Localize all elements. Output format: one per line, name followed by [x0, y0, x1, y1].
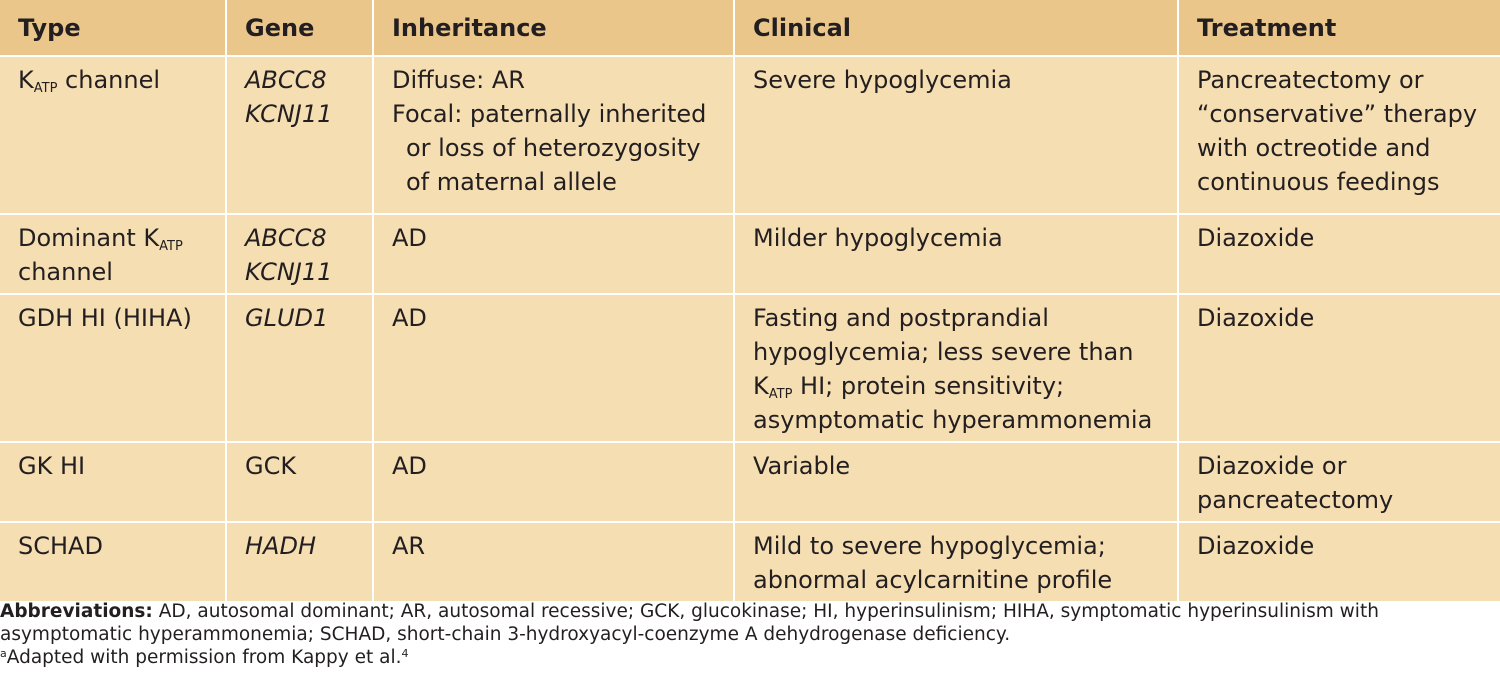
cell-inheritance: AR [373, 522, 734, 602]
cell-clinical: Mild to severe hypoglycemia; abnormal acylcarnitine profile [734, 522, 1178, 602]
cell-type: SCHAD [0, 522, 226, 602]
header-type: Type [0, 0, 226, 56]
cell-gene: ABCC8 KCNJ11 [226, 56, 373, 214]
table-row [0, 214, 1500, 294]
cell-clinical: Severe hypoglycemia [734, 56, 1178, 214]
cell-gene: HADH [226, 522, 373, 602]
header-treatment: Treatment [1178, 0, 1500, 56]
cell-type: $K_{ATP}$ channel [0, 56, 226, 214]
cell-inheritance: AD [373, 294, 734, 442]
cell-treatment: Diazoxide or pancreatectomy [1178, 442, 1500, 522]
source-note: $^a$Adapted with permission from Kappy et al.$^4$ [0, 647, 409, 668]
cell-treatment: Pancreatectomy or “conservative” therapy with octreotide and continuous feedings [1178, 56, 1500, 214]
cell-inheritance: Diffuse: AR Focal: paternally inherited or loss of heterozygosity of maternal allele [373, 56, 734, 214]
cell-gene: ABCC8 KCNJ11 [226, 214, 373, 294]
cell-treatment: Diazoxide [1178, 522, 1500, 602]
header-clinical: Clinical [734, 0, 1178, 56]
header-row [0, 0, 1500, 56]
cell-treatment: Diazoxide [1178, 214, 1500, 294]
cell-type: Dominant $K_{ATP}$ channel [0, 214, 226, 294]
cell-clinical: Fasting and postprandial hypoglycemia; less severe than $K_{ATP}$ HI; protein sensitivity; asymptomatic hyperammonemia [734, 294, 1178, 442]
cell-gene: GLUD1 [226, 294, 373, 442]
cell-inheritance: AD [373, 214, 734, 294]
table-row [0, 522, 1500, 602]
header-gene: Gene [226, 0, 373, 56]
cell-type: GK HI [0, 442, 226, 522]
header-inheritance: Inheritance [373, 0, 734, 56]
abbreviations-line-1: Abbreviations: AD, autosomal dominant; AR, autosomal recessive; GCK, glucokinase; HI, hyperinsulinism; HIHA, symptomatic hyperinsulinism with [0, 601, 1379, 622]
abbreviations-line-2: asymptomatic hyperammonemia; SCHAD, short-chain 3-hydroxyacyl-coenzyme A dehydrogenase deficiency. [0, 624, 1011, 645]
cell-treatment: Diazoxide [1178, 294, 1500, 442]
table-row [0, 56, 1500, 214]
table-row [0, 294, 1500, 442]
table-row [0, 442, 1500, 522]
cell-type: GDH HI (HIHA) [0, 294, 226, 442]
cell-clinical: Milder hypoglycemia [734, 214, 1178, 294]
cell-inheritance: AD [373, 442, 734, 522]
table-footnotes [0, 600, 1500, 669]
cell-gene: GCK [226, 442, 373, 522]
cell-clinical: Variable [734, 442, 1178, 522]
